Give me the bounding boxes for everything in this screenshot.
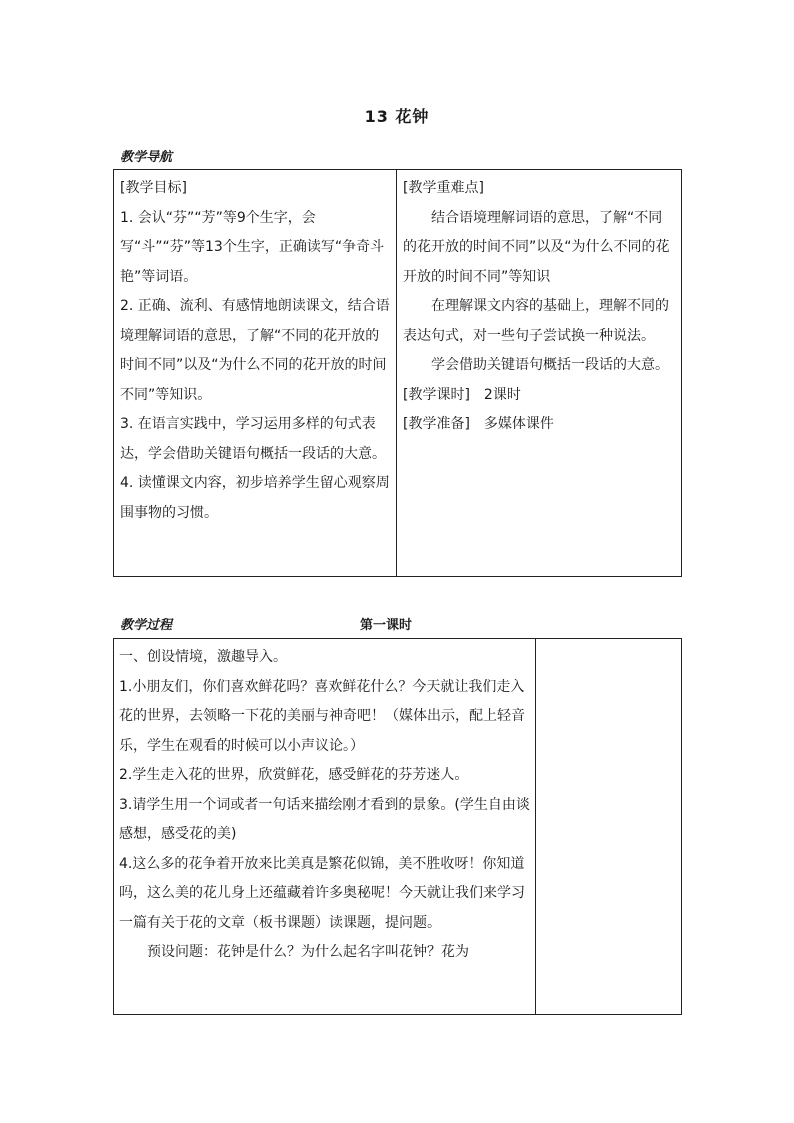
teaching-process-table: [113, 638, 682, 1015]
process-item: 3.请学生用一个词或者一句话来描绘刚才看到的景象。(学生自由谈感想，感受花的美): [119, 796, 530, 842]
process-content-cell: [114, 639, 536, 1015]
goal-item: 2. 正确、流利、有感情地朗读课文，结合语境理解词语的意思，了解“不同的花开放的时间不同”以及“为什么不同的花开放的时间不同”等知识。: [120, 298, 390, 403]
goal-item: 1. 会认“芬”“芳”等9个生字，会写“斗”“芬”等13个生字，正确读写“争奇斗艳”等词语。: [120, 209, 385, 285]
lesson-periods: [教学课时] 2课时: [403, 386, 521, 403]
process-heading: 一、创设情境，激趣导入。: [119, 649, 287, 665]
difficulty-paragraph: 在理解课文内容的基础上，理解不同的表达句式，对一些句子尝试换一种说法。: [403, 298, 669, 344]
teaching-nav-table: [113, 169, 682, 577]
difficulties-header: [教学重难点]: [403, 180, 484, 196]
difficulties-cell: [397, 170, 682, 577]
goal-item: 4. 读懂课文内容，初步培养学生留心观察周围事物的习惯。: [120, 475, 390, 521]
process-label: 教学过程: [120, 618, 173, 633]
preset-question: 预设问题：花钟是什么？为什么起名字叫花钟？花为: [147, 944, 469, 960]
difficulty-paragraph: 结合语境理解词语的意思，了解“不同的花开放的时间不同”以及“为什么不同的花开放的时间不同”等知识: [403, 209, 670, 285]
process-notes-cell: [536, 639, 682, 1015]
difficulty-paragraph: 学会借助关键语句概括一段话的大意。: [431, 357, 669, 373]
process-item: 2.学生走入花的世界，欣赏鲜花，感受鲜花的芬芳迷人。: [119, 767, 469, 783]
goal-item: 3. 在语言实践中，学习运用多样的句式表达，学会借助关键语句概括一段话的大意。: [120, 416, 386, 462]
process-item: 4.这么多的花争着开放来比美真是繁花似锦，美不胜收呀！你知道吗，这么美的花儿身上还蕴藏着许多奥秘呢！今天就让我们来学习一篇有关于花的文章（板书课题）读课题，提问题。: [119, 855, 525, 931]
lesson-preparation: [教学准备] 多媒体课件: [403, 416, 554, 432]
lesson-label: 第一课时: [360, 618, 413, 633]
process-item: 1.小朋友们，你们喜欢鲜花吗？喜欢鲜花什么？今天就让我们走入花的世界，去领略一下花的美丽与神奇吧！（媒体出示，配上轻音乐，学生在观看的时候可以小声议论。）: [119, 678, 525, 754]
page-title: 13 花钟: [364, 107, 430, 126]
goals-header: [教学目标]: [120, 180, 187, 196]
nav-label: 教学导航: [120, 150, 173, 165]
goals-cell: [114, 170, 397, 577]
